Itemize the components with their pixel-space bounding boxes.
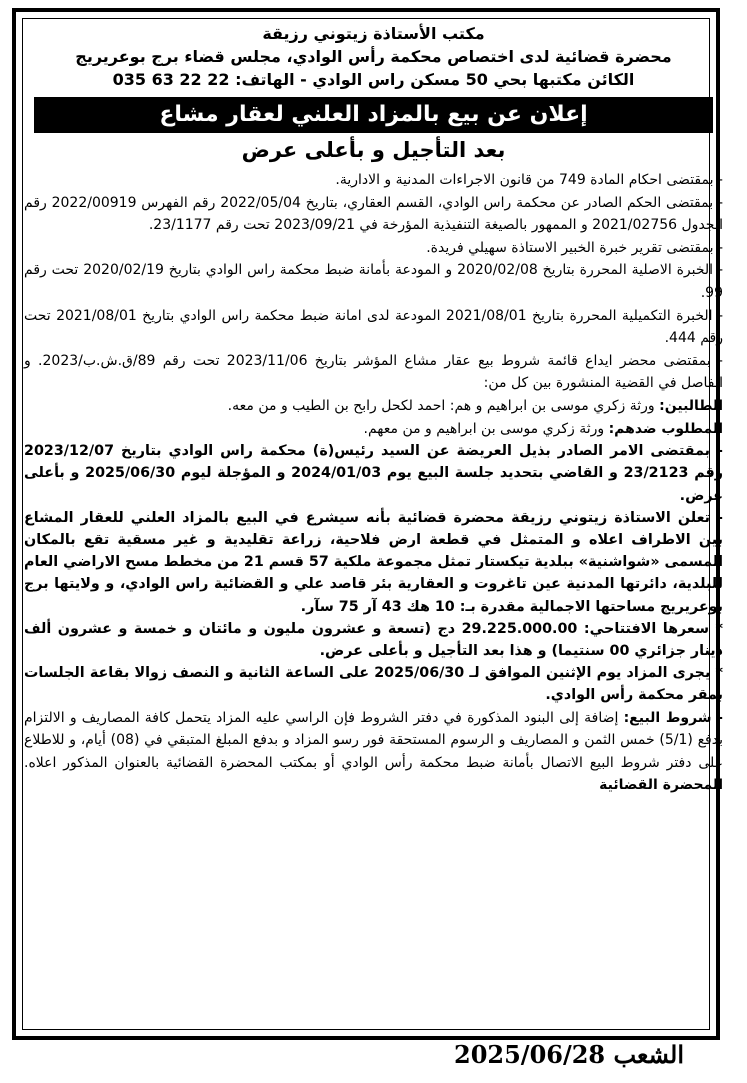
respondents-label: المطلوب ضدهم:: [608, 420, 723, 437]
paragraph-auction-date: [24, 662, 723, 706]
paragraph-claimants: [24, 395, 723, 418]
paragraph-p6: [24, 350, 723, 395]
paragraph-p1: [24, 169, 723, 192]
publication-date: 2025/06/28: [454, 1040, 606, 1069]
paragraph-text: ورثة زكري موسى بن ابراهيم و هم: احمد لكحل رابح بن الطيب و من معه.: [227, 397, 660, 414]
paragraph-text: - بمقتضى محضر ايداع قائمة شروط بيع عقار مشاع المؤشر بتاريخ 2023/11/06 تحت رقم 89/ق.ش.ب/2023. و الفاصل في القضية المنشورة بين كل من:: [24, 352, 723, 392]
paragraph-text: - بمقتضى الحكم الصادر عن محكمة راس الوادي، القسم العقاري، بتاريخ 2022/05/04 رقم الفهرس 2022/00919 رقم الجدول 2021/02756 و الممهور بالصيغة التنفيذية المؤرخة في 2023/09/21 تحت رقم 23/1177.: [24, 194, 723, 234]
office-address: الكائن مكتبها بحي 50 مسكن راس الوادي - الهاتف: 22 22 63 035: [112, 70, 635, 89]
office-name: مكتب الأستاذة زيتوني رزيقة: [262, 24, 485, 43]
paragraph-text: - بمقتضى تقرير خبرة الخبير الاستاذة سهيلي فريدة.: [426, 239, 723, 256]
paragraph-text: * يجرى المزاد يوم الإثنين الموافق لـ 2025/06/30 على الساعة الثانية و النصف زوالا بقاعة الجلسات بمقر محكمة رأس الوادي.: [24, 665, 723, 704]
paragraph-p5: [24, 305, 723, 350]
newspaper-name: الشعب: [613, 1040, 685, 1069]
notice-content: [24, 22, 723, 797]
paragraph-opening-price: [24, 618, 723, 662]
paragraph-p4: [24, 259, 723, 304]
claimants-label: الطالبين:: [659, 397, 723, 414]
publication-footer: [454, 1040, 684, 1070]
paragraph-respondents: [24, 418, 723, 441]
paragraph-text: - الخبرة الاصلية المحررة بتاريخ 2020/02/08 و المودعة بأمانة ضبط محكمة راس الوادي بتاريخ 2020/02/19 تحت رقم 99.: [24, 262, 724, 301]
paragraph-text: ورثة زكري موسى بن ابراهيم و من معهم.: [363, 420, 609, 437]
paragraph-text: إضافة إلى البنود المذكورة في دفتر الشروط فإن الراسي عليه المزاد يتحمل كافة المصاريف و الالتزام بدفع (5/1) خمس الثمن و المصاريف و الرسوم المستحقة فور رسو المزاد و بدفع المبلغ المتبقي في (08) أيام، و للاطلاع على دفتر شروط البيع الاتصال بأمانة ضبط محكمة رأس الوادي أو بمكتب المحضرة القضائية بالعنوان المذكور اعلاه.: [24, 709, 723, 771]
paragraph-text: - تعلن الاستاذة زيتوني رزيقة محضرة قضائية بأنه سيشرع في البيع بالمزاد العلني للعقار المشاع بين الاطراف اعلاه و المتمثل في قطعة ارض فلاحية، زراعة تقليدية و غير مسقية تقع بالمكان المسمى «شواشنية» ببلدية تيكستار تمثل مجموعة ملكية 57 قسم 21 من مخطط مسح الاراضي العام للبلدية، دائرتها المدنية عين تاغروت و العقارية بئر قاصد علي و القضائية راس الوادي، و ولايتها برج بوعريريج مساحتها الاجمالية مقدرة بـ: 10 هك 43 آر 75 سآر.: [24, 509, 723, 615]
paragraph-p3: [24, 237, 723, 260]
paragraph-text: - الخبرة التكميلية المحررة بتاريخ 2021/08/01 المودعة لدى امانة ضبط محكمة راس الوادي بتاريخ 2021/08/01 تحت رقم 444.: [24, 307, 723, 347]
signature: المحضرة القضائية: [599, 777, 723, 794]
paragraph-text: * سعرها الافتتاحي: 29.225.000.00 دج (تسعة و عشرون مليون و مائتان و خمسة و عشرون ألف دينار جزائري 00 سنتيما) و هذا بعد التأجيل و بأعلى عرض.: [24, 620, 723, 659]
paragraph-p10: [24, 507, 723, 618]
sale-conditions-label: - شروط البيع:: [623, 709, 723, 726]
office-role: محضرة قضائية لدى اختصاص محكمة رأس الوادي، مجلس قضاء برج بوعريريج: [75, 47, 672, 66]
paragraph-p2: [24, 192, 723, 237]
paragraph-text: - بمقتضى احكام المادة 749 من قانون الاجراءات المدنية و الادارية.: [335, 172, 723, 188]
paragraph-text: - بمقتضى الامر الصادر بذيل العريضة عن السيد رئيس(ة) محكمة راس الوادي بتاريخ 2023/12/07 رقم 23/2123 و القاضي بتحديد جلسة البيع يوم 2024/01/03 و المؤجلة ليوم 2025/06/30 و بأعلى عرض.: [24, 443, 723, 504]
announcement-title: إعلان عن بيع بالمزاد العلني لعقار مشاع: [34, 97, 713, 133]
paragraph-sale-conditions: [24, 707, 723, 797]
announcement-subtitle: بعد التأجيل و بأعلى عرض: [241, 138, 506, 162]
paragraph-p9: [24, 440, 723, 507]
